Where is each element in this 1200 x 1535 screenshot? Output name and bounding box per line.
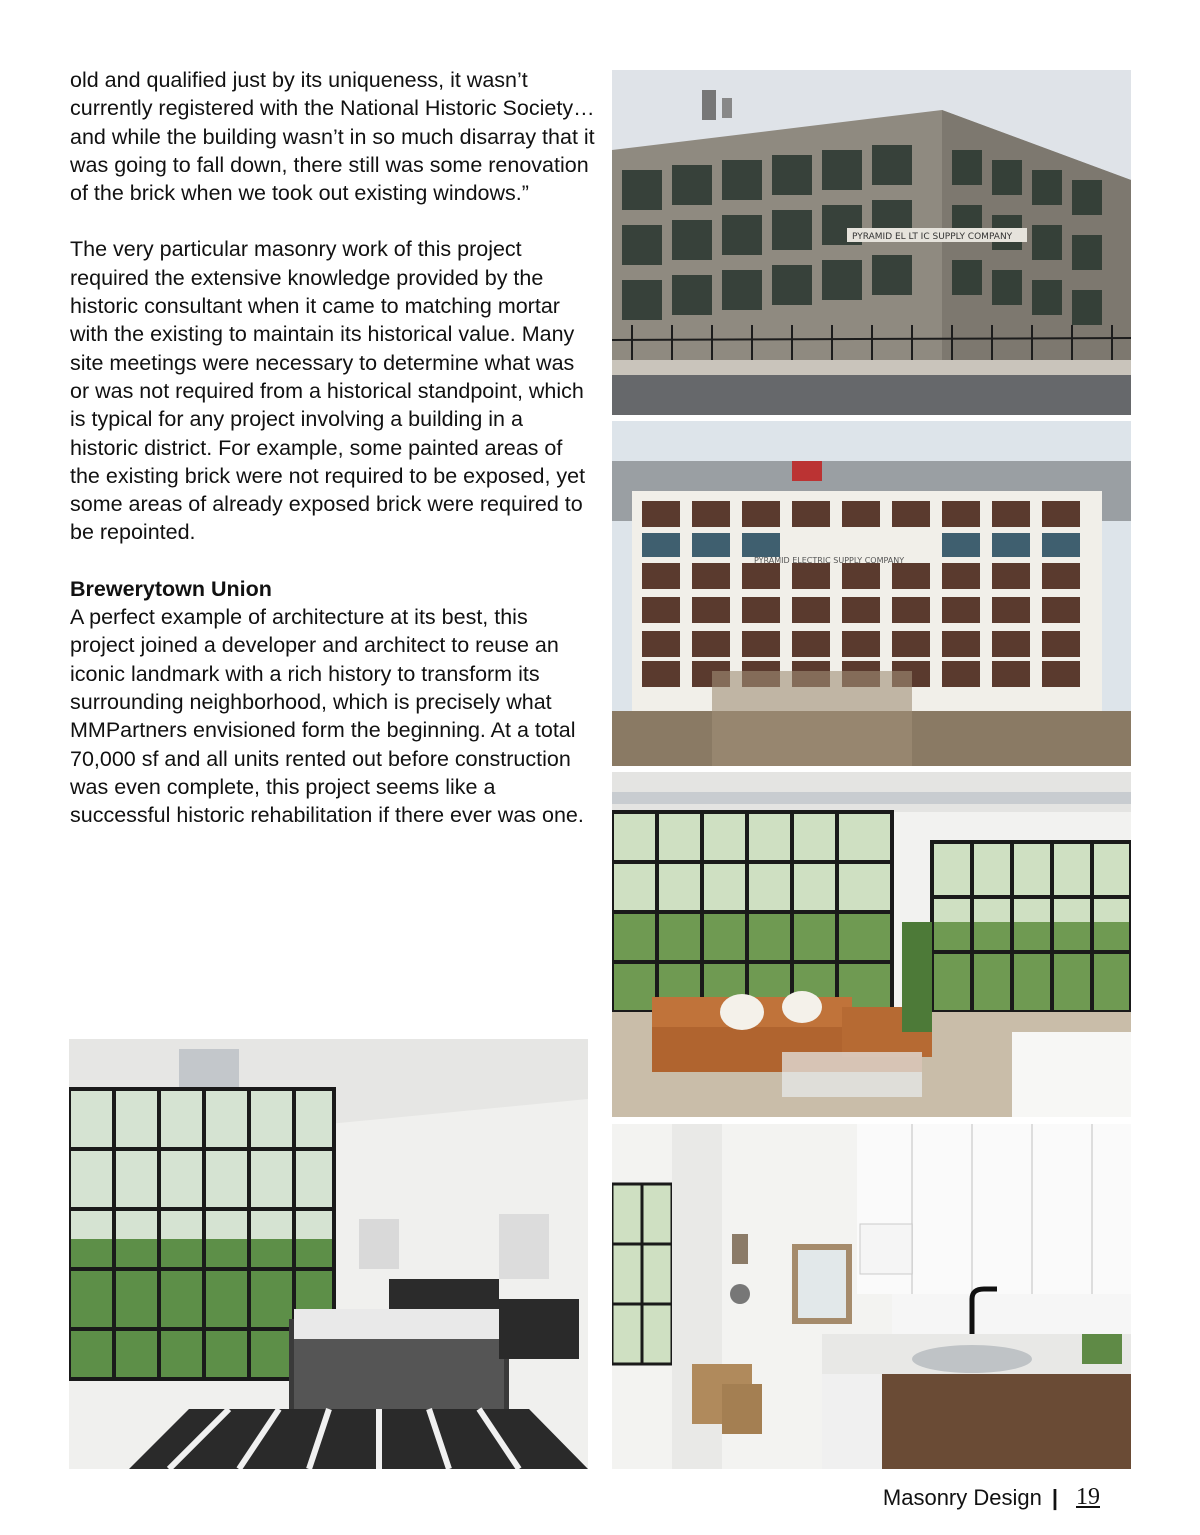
article-paragraph-2: The very particular masonry work of this project required the extensive knowledge provided by the historic consultant when it came to matching mortar with the existing to maintain its historical value. Many site meetings were necessary to determine what was or was not required from a historical standpoint, which is typical for any project involving a building in a historic district. For example, some painted areas of the existing brick were not required to be exposed, yet some areas of already exposed brick were required to be repointed.: [70, 237, 586, 545]
photo-living-room: [612, 772, 1131, 1117]
page-footer: [883, 1484, 1100, 1511]
footer-separator: |: [1051, 1484, 1058, 1510]
photo-kitchen: [612, 1124, 1131, 1469]
photo-building-after: [612, 421, 1131, 766]
article-paragraph-1: old and qualified just by its uniqueness, it wasn’t currently registered with the National Historic Society… and while the building wasn’t in so much disarray that it was going to fall down, there still was some renovation of the brick when we took out existing windows.”: [70, 68, 595, 206]
photo-bedroom: [69, 1039, 588, 1469]
building-sign-after: PYRAMID ELECTRIC SUPPLY COMPANY: [754, 556, 905, 565]
article-text-column: [70, 66, 595, 857]
publication-name: Masonry Design: [882, 1484, 1042, 1510]
page-number: 19: [1076, 1484, 1100, 1510]
article-paragraph-3: A perfect example of architecture at its best, this project joined a developer and architect to reuse an iconic landmark with a rich history to transform its surrounding neighborhood, which is precisely what MMPartners envisioned form the beginning. At a total 70,000 sf and all units rented out before construction was even complete, this project seems like a successful historic rehabilitation if there ever was one.: [70, 605, 584, 828]
section-heading: Brewerytown Union: [70, 576, 272, 601]
building-sign-before: PYRAMID EL LT IC SUPPLY COMPANY: [852, 232, 1013, 242]
photo-building-before: [612, 70, 1131, 415]
